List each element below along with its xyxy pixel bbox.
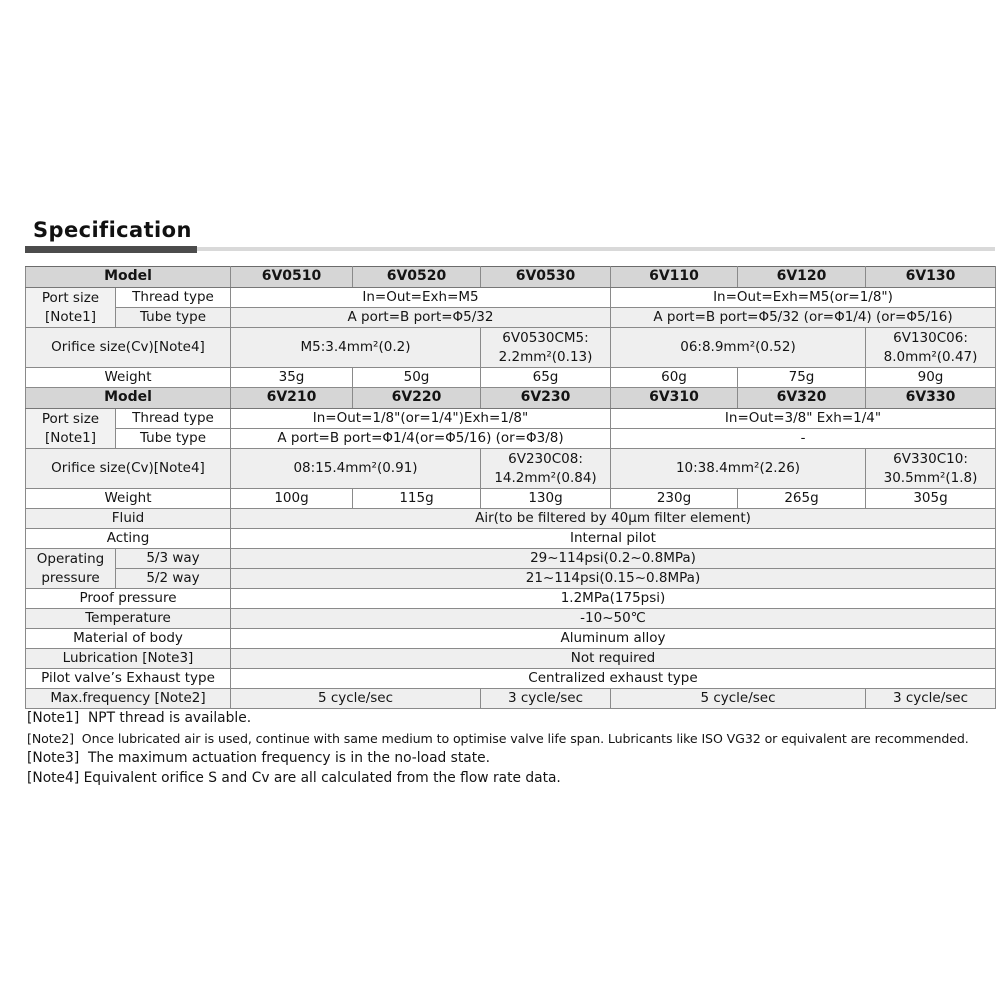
note-line: [Note3] The maximum actuation frequency is in the no-load state. [27, 750, 490, 766]
acting-label: Acting [26, 529, 231, 549]
port-size-label: Port size [Note1] [26, 409, 116, 449]
weight-value: 115g [353, 489, 481, 509]
title-underline-dark [25, 246, 197, 253]
orifice-value: 08:15.4mm²(0.91) [231, 449, 481, 489]
operating-pressure-53-row [26, 549, 996, 569]
orifice-value: 6V130C06: 8.0mm²(0.47) [866, 328, 996, 368]
weight-label: Weight [26, 489, 231, 509]
specification-table [25, 266, 996, 709]
tube-type-value: A port=B port=Φ5/32 (or=Φ1/4) (or=Φ5/16) [611, 308, 996, 328]
note-line: [Note2] Once lubricated air is used, continue with same medium to optimise valve life span. Lubricants like ISO VG32 or equivalent are recommended. [27, 730, 969, 746]
operating-pressure-52-row [26, 569, 996, 589]
tube-type-value: A port=B port=Φ5/32 [231, 308, 611, 328]
orifice-value: 6V0530CM5: 2.2mm²(0.13) [481, 328, 611, 368]
orifice-value: 6V230C08: 14.2mm²(0.84) [481, 449, 611, 489]
thread-type-label: Thread type [116, 288, 231, 308]
weight-value: 50g [353, 368, 481, 388]
weight-value: 35g [231, 368, 353, 388]
title-block [25, 218, 995, 253]
model-header-row-2 [26, 388, 996, 409]
tube-type-value: - [611, 429, 996, 449]
thread-type-value: In=Out=3/8" Exh=1/4" [611, 409, 996, 429]
model-name: 6V320 [738, 388, 866, 409]
weight-value: 90g [866, 368, 996, 388]
tube-type-row-2 [26, 429, 996, 449]
model-name: 6V230 [481, 388, 611, 409]
thread-type-row-1 [26, 288, 996, 308]
model-row-label: Model [26, 267, 231, 288]
material-label: Material of body [26, 629, 231, 649]
orifice-value: 06:8.9mm²(0.52) [611, 328, 866, 368]
pilot-exhaust-label: Pilot valve’s Exhaust type [26, 669, 231, 689]
lubrication-row [26, 649, 996, 669]
thread-type-label: Thread type [116, 409, 231, 429]
pressure-52-value: 21~114psi(0.15~0.8MPa) [231, 569, 996, 589]
temperature-value: -10~50℃ [231, 609, 996, 629]
model-name: 6V130 [866, 267, 996, 288]
note-line: [Note4] Equivalent orifice S and Cv are all calculated from the flow rate data. [27, 769, 561, 786]
acting-row [26, 529, 996, 549]
lubrication-value: Not required [231, 649, 996, 669]
model-name: 6V330 [866, 388, 996, 409]
orifice-value: M5:3.4mm²(0.2) [231, 328, 481, 368]
fluid-value: Air(to be filtered by 40μm filter element) [231, 509, 996, 529]
weight-value: 305g [866, 489, 996, 509]
model-name: 6V110 [611, 267, 738, 288]
max-frequency-value: 3 cycle/sec [481, 689, 611, 709]
model-name: 6V0520 [353, 267, 481, 288]
way-52-label: 5/2 way [116, 569, 231, 589]
acting-value: Internal pilot [231, 529, 996, 549]
weight-value: 265g [738, 489, 866, 509]
thread-type-row-2 [26, 409, 996, 429]
weight-value: 130g [481, 489, 611, 509]
weight-value: 75g [738, 368, 866, 388]
fluid-row [26, 509, 996, 529]
proof-pressure-row [26, 589, 996, 609]
max-frequency-value: 5 cycle/sec [611, 689, 866, 709]
page-title: Specification [33, 218, 192, 242]
model-name: 6V0530 [481, 267, 611, 288]
thread-type-value: In=Out=1/8"(or=1/4")Exh=1/8" [231, 409, 611, 429]
title-underline-light [197, 247, 995, 251]
model-name: 6V210 [231, 388, 353, 409]
orifice-value: 10:38.4mm²(2.26) [611, 449, 866, 489]
weight-row-1 [26, 368, 996, 388]
model-name: 6V220 [353, 388, 481, 409]
operating-pressure-label: Operating pressure [26, 549, 116, 589]
port-size-label: Port size [Note1] [26, 288, 116, 328]
max-frequency-value: 3 cycle/sec [866, 689, 996, 709]
tube-type-value: A port=B port=Φ1/4(or=Φ5/16) (or=Φ3/8) [231, 429, 611, 449]
thread-type-value: In=Out=Exh=M5 [231, 288, 611, 308]
weight-row-2 [26, 489, 996, 509]
notes-block [27, 709, 995, 788]
tube-type-label: Tube type [116, 308, 231, 328]
model-name: 6V310 [611, 388, 738, 409]
pilot-exhaust-row [26, 669, 996, 689]
max-frequency-label: Max.frequency [Note2] [26, 689, 231, 709]
temperature-row [26, 609, 996, 629]
orifice-label: Orifice size(Cv)[Note4] [26, 328, 231, 368]
model-name: 6V0510 [231, 267, 353, 288]
fluid-label: Fluid [26, 509, 231, 529]
max-frequency-row [26, 689, 996, 709]
title-underline [25, 246, 995, 253]
lubrication-label: Lubrication [Note3] [26, 649, 231, 669]
orifice-row-1 [26, 328, 996, 368]
material-row [26, 629, 996, 649]
note-line: [Note1] NPT thread is available. [27, 710, 252, 726]
weight-value: 230g [611, 489, 738, 509]
orifice-label: Orifice size(Cv)[Note4] [26, 449, 231, 489]
model-row-label: Model [26, 388, 231, 409]
orifice-value: 6V330C10: 30.5mm²(1.8) [866, 449, 996, 489]
proof-pressure-value: 1.2MPa(175psi) [231, 589, 996, 609]
way-53-label: 5/3 way [116, 549, 231, 569]
weight-value: 65g [481, 368, 611, 388]
weight-label: Weight [26, 368, 231, 388]
model-header-row-1 [26, 267, 996, 288]
temperature-label: Temperature [26, 609, 231, 629]
weight-value: 60g [611, 368, 738, 388]
model-name: 6V120 [738, 267, 866, 288]
max-frequency-value: 5 cycle/sec [231, 689, 481, 709]
thread-type-value: In=Out=Exh=M5(or=1/8") [611, 288, 996, 308]
material-value: Aluminum alloy [231, 629, 996, 649]
orifice-row-2 [26, 449, 996, 489]
proof-pressure-label: Proof pressure [26, 589, 231, 609]
tube-type-row-1 [26, 308, 996, 328]
weight-value: 100g [231, 489, 353, 509]
pressure-53-value: 29~114psi(0.2~0.8MPa) [231, 549, 996, 569]
tube-type-label: Tube type [116, 429, 231, 449]
pilot-exhaust-value: Centralized exhaust type [231, 669, 996, 689]
